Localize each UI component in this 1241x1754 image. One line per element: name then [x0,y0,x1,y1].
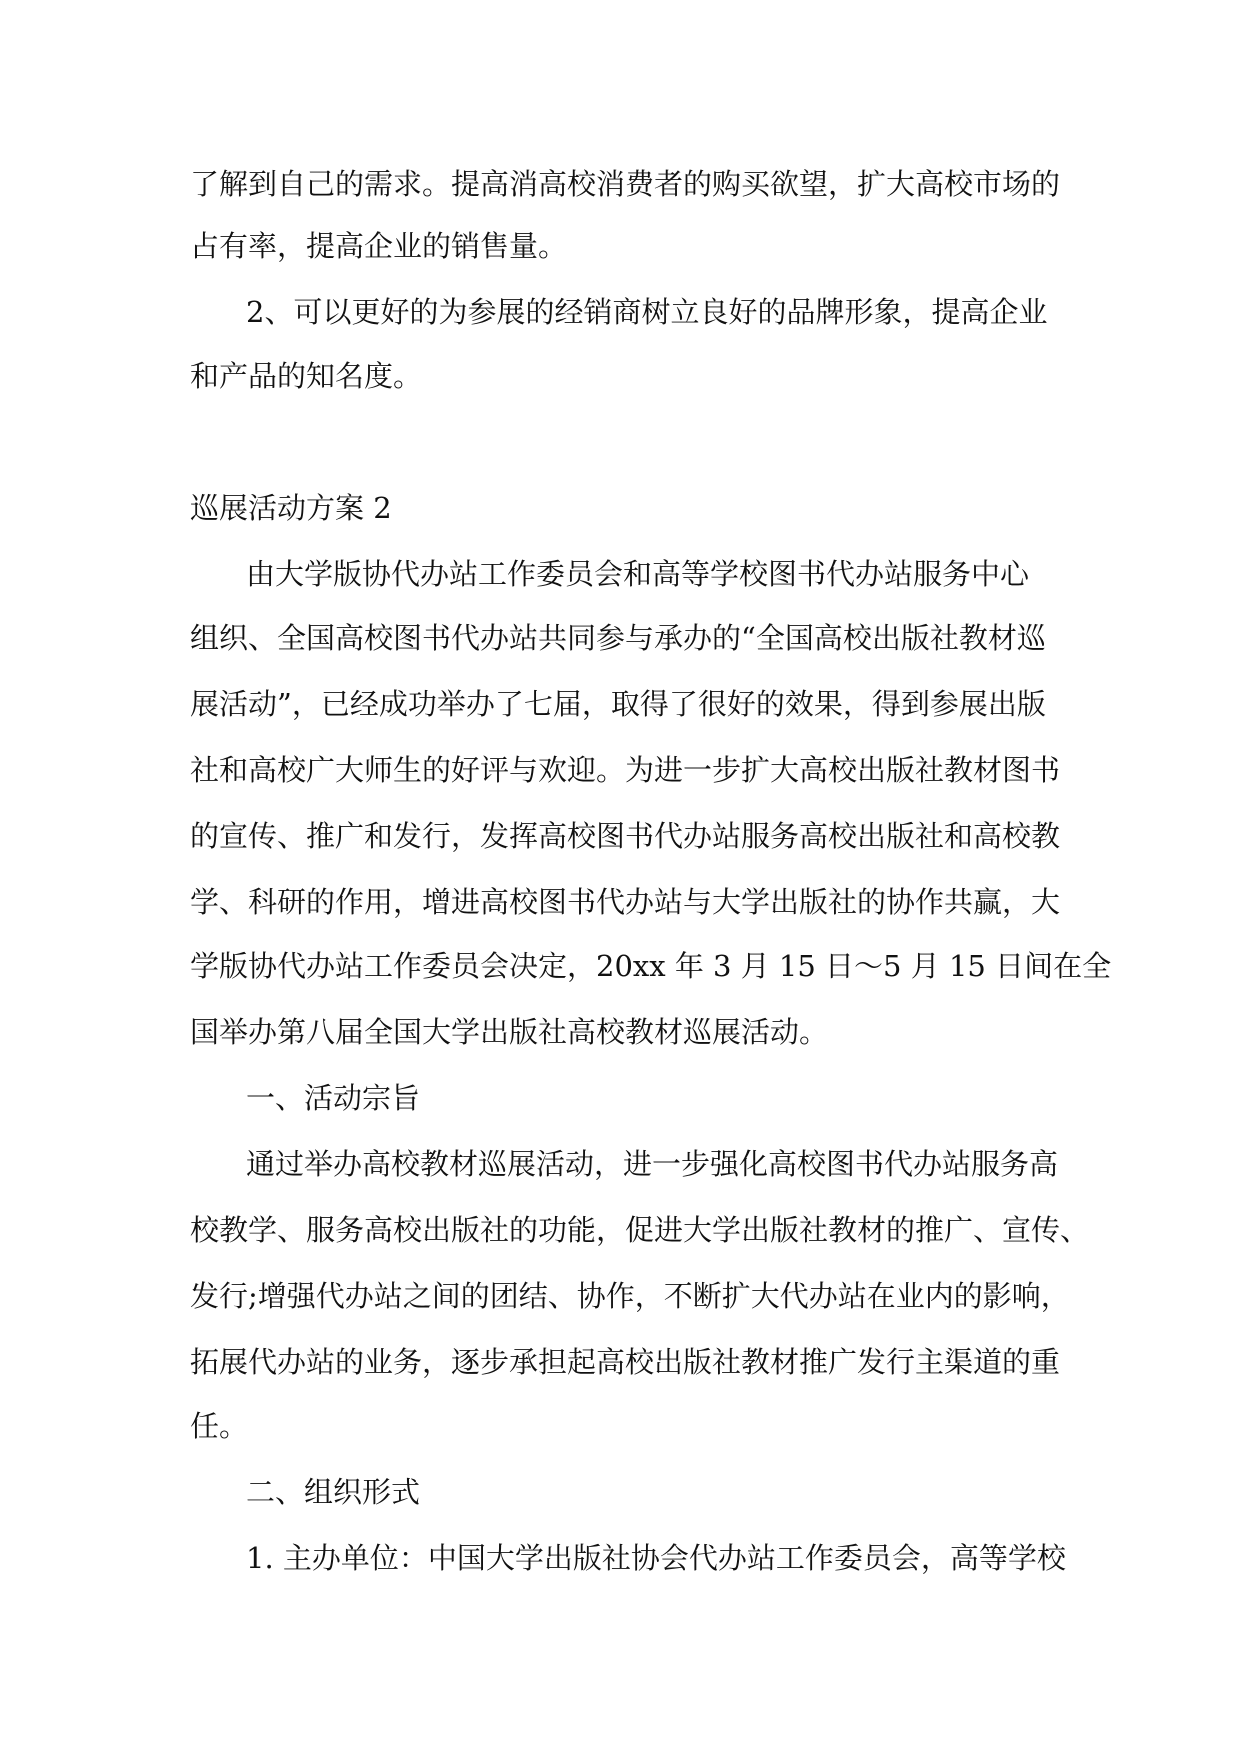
paragraph-line: 学、科研的作用，增进高校图书代办站与大学出版社的协作共赢，大 [190,885,1061,919]
list-item-2: 2、可以更好的为参展的经销商树立良好的品牌形象，提高企业 [246,295,1048,329]
section-title: 巡展活动方案 2 [190,491,392,525]
section-heading-2: 二、组织形式 [246,1475,421,1509]
paragraph-line: 学版协代办站工作委员会决定，20xx 年 3 月 15 日～5 月 15 日间在全 [190,949,1112,983]
paragraph-line: 的宣传、推广和发行，发挥高校图书代办站服务高校出版社和高校教 [190,819,1061,853]
paragraph-line: 展活动”，已经成功举办了七届，取得了很好的效果，得到参展出版 [190,687,1046,721]
paragraph-line: 通过举办高校教材巡展活动，进一步强化高校图书代办站服务高 [246,1147,1059,1181]
paragraph-line: 了解到自己的需求。提高消高校消费者的购买欲望，扩大高校市场的 [190,167,1061,201]
paragraph-line: 占有率，提高企业的销售量。 [190,229,568,263]
paragraph-line: 由大学版协代办站工作委员会和高等学校图书代办站服务中心 [246,557,1030,591]
paragraph-line: 国举办第八届全国大学出版社高校教材巡展活动。 [190,1015,829,1049]
paragraph-line: 发行;增强代办站之间的团结、协作，不断扩大代办站在业内的影响， [190,1279,1070,1313]
paragraph-line: 任。 [190,1409,249,1443]
paragraph-line: 校教学、服务高校出版社的功能，促进大学出版社教材的推广、宣传、 [190,1213,1090,1247]
paragraph-line: 组织、全国高校图书代办站共同参与承办的“全国高校出版社教材巡 [190,621,1046,655]
paragraph-line: 和产品的知名度。 [190,359,423,393]
paragraph-line: 社和高校广大师生的好评与欢迎。为进一步扩大高校出版社教材图书 [190,753,1061,787]
paragraph-line: 拓展代办站的业务，逐步承担起高校出版社教材推广发行主渠道的重 [190,1345,1061,1379]
section-heading-1: 一、活动宗旨 [246,1081,421,1115]
list-item-1: 1. 主办单位：中国大学出版社协会代办站工作委员会，高等学校 [246,1541,1066,1575]
